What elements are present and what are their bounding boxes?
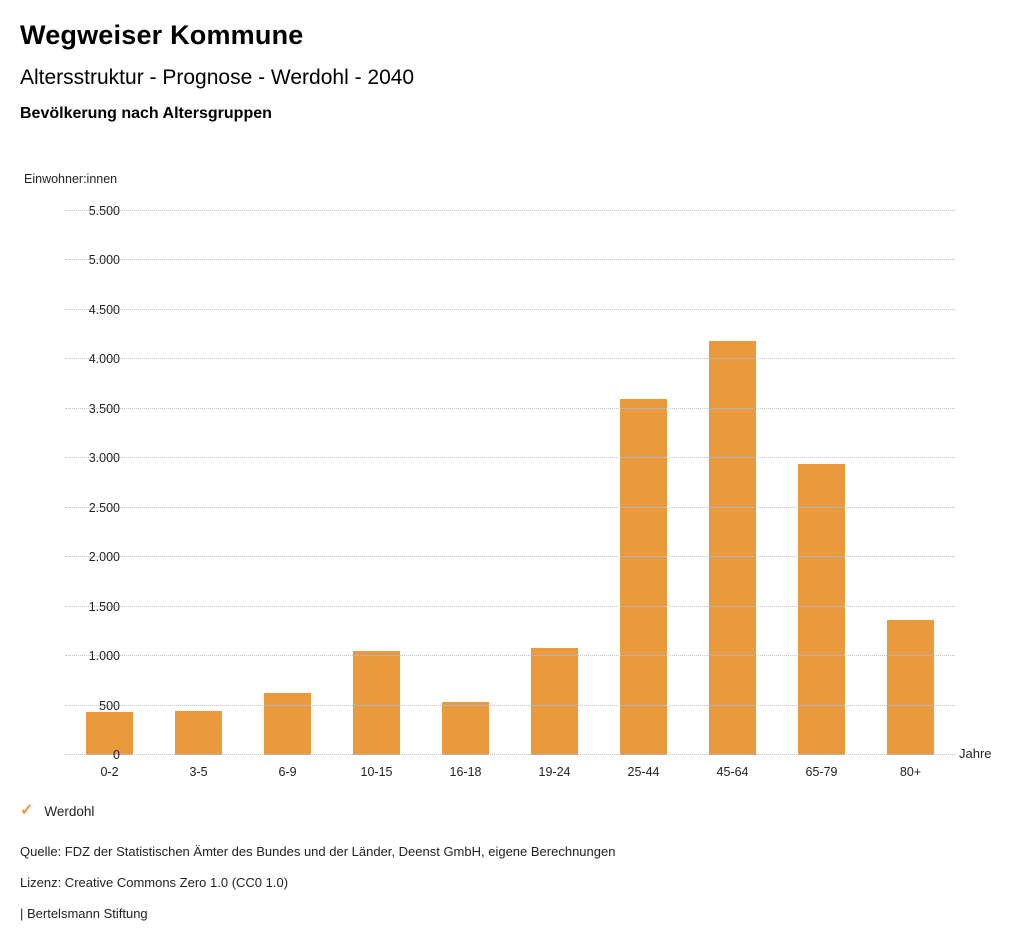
x-tick-label-3-5: 3-5 (189, 765, 208, 779)
x-tick-label-19-24: 19-24 (538, 765, 571, 779)
chart-heading: Bevölkerung nach Altersgruppen (20, 105, 272, 122)
bar-65-79[interactable] (798, 464, 845, 755)
bar-slot-19-24 (510, 195, 599, 755)
x-tick-label-45-64: 45-64 (716, 765, 749, 779)
x-tick-label-6-9: 6-9 (278, 765, 297, 779)
y-tick-label-5.000: 5.000 (88, 253, 120, 267)
y-tick-label-2.000: 2.000 (88, 550, 120, 564)
y-tick-label-1.500: 1.500 (88, 599, 120, 614)
bar-slot-0-2 (65, 195, 154, 755)
y-tick-label-4.000: 4.000 (88, 352, 120, 366)
y-tick-label-2.500: 2.500 (88, 500, 120, 515)
footer-license-text: Lizenz: Creative Commons Zero 1.0 (CC0 1.0) (20, 875, 289, 890)
y-tick-label-1.000: 1.000 (88, 649, 120, 663)
x-tick-label-25-44: 25-44 (627, 765, 660, 779)
footer-source-text: Quelle: FDZ der Statistischen Ämter des Bundes und der Länder, Deenst GmbH, eigene Berechnungen (20, 844, 616, 859)
bar-slot-25-44 (599, 195, 688, 755)
bar-80+[interactable] (887, 620, 934, 755)
gridline-5.500 (65, 210, 955, 211)
y-tick-label-4.500: 4.500 (88, 302, 120, 317)
bar-slot-3-5 (154, 195, 243, 755)
bar-slot-45-64 (688, 195, 777, 755)
bar-slot-10-15 (332, 195, 421, 755)
bar-45-64[interactable] (709, 341, 756, 755)
bar-16-18[interactable] (442, 702, 489, 755)
x-tick-label-65-79: 65-79 (805, 765, 838, 779)
bar-3-5[interactable] (175, 711, 222, 755)
x-tick-label-10-15: 10-15 (360, 765, 393, 779)
y-tick-label-0: 0 (113, 748, 120, 762)
gridline-1.000 (65, 655, 955, 656)
y-tick-label-3.500: 3.500 (88, 401, 120, 416)
gridline-4.000 (65, 358, 955, 359)
bar-10-15[interactable] (353, 651, 400, 755)
gridline-1.500 (65, 606, 955, 607)
gridline-3.000 (65, 457, 955, 458)
gridline-5.000 (65, 259, 955, 260)
gridline-500 (65, 705, 955, 706)
bar-19-24[interactable] (531, 648, 578, 755)
bar-series (65, 195, 955, 755)
y-tick-label-500: 500 (99, 698, 120, 713)
page-subtitle: Altersstruktur - Prognose - Werdohl - 2040 (20, 66, 415, 89)
footer-publisher-text: | Bertelsmann Stiftung (20, 906, 148, 921)
bar-slot-80+ (866, 195, 955, 755)
legend-item-werdohl[interactable] (20, 803, 94, 819)
checkmark-icon: ✓ (20, 802, 34, 819)
gridline-0 (65, 754, 955, 755)
y-tick-label-3.000: 3.000 (88, 451, 120, 465)
gridline-2.000 (65, 556, 955, 557)
x-axis-tick-labels (65, 765, 955, 779)
bar-slot-16-18 (421, 195, 510, 755)
legend-label: Werdohl (44, 803, 95, 819)
gridline-3.500 (65, 408, 955, 409)
y-tick-label-5.500: 5.500 (88, 203, 120, 218)
gridline-2.500 (65, 507, 955, 508)
bar-chart-plot-area (65, 195, 955, 762)
x-tick-label-80+: 80+ (899, 765, 922, 779)
bar-slot-6-9 (243, 195, 332, 755)
x-axis-title: Jahre (959, 746, 992, 761)
page-title: Wegweiser Kommune (20, 20, 304, 50)
x-tick-label-0-2: 0-2 (100, 765, 119, 779)
bar-slot-65-79 (777, 195, 866, 755)
bar-6-9[interactable] (264, 693, 311, 755)
x-tick-label-16-18: 16-18 (449, 765, 482, 779)
gridline-4.500 (65, 309, 955, 310)
y-axis-title: Einwohner:innen (24, 172, 118, 186)
bar-25-44[interactable] (620, 399, 667, 755)
